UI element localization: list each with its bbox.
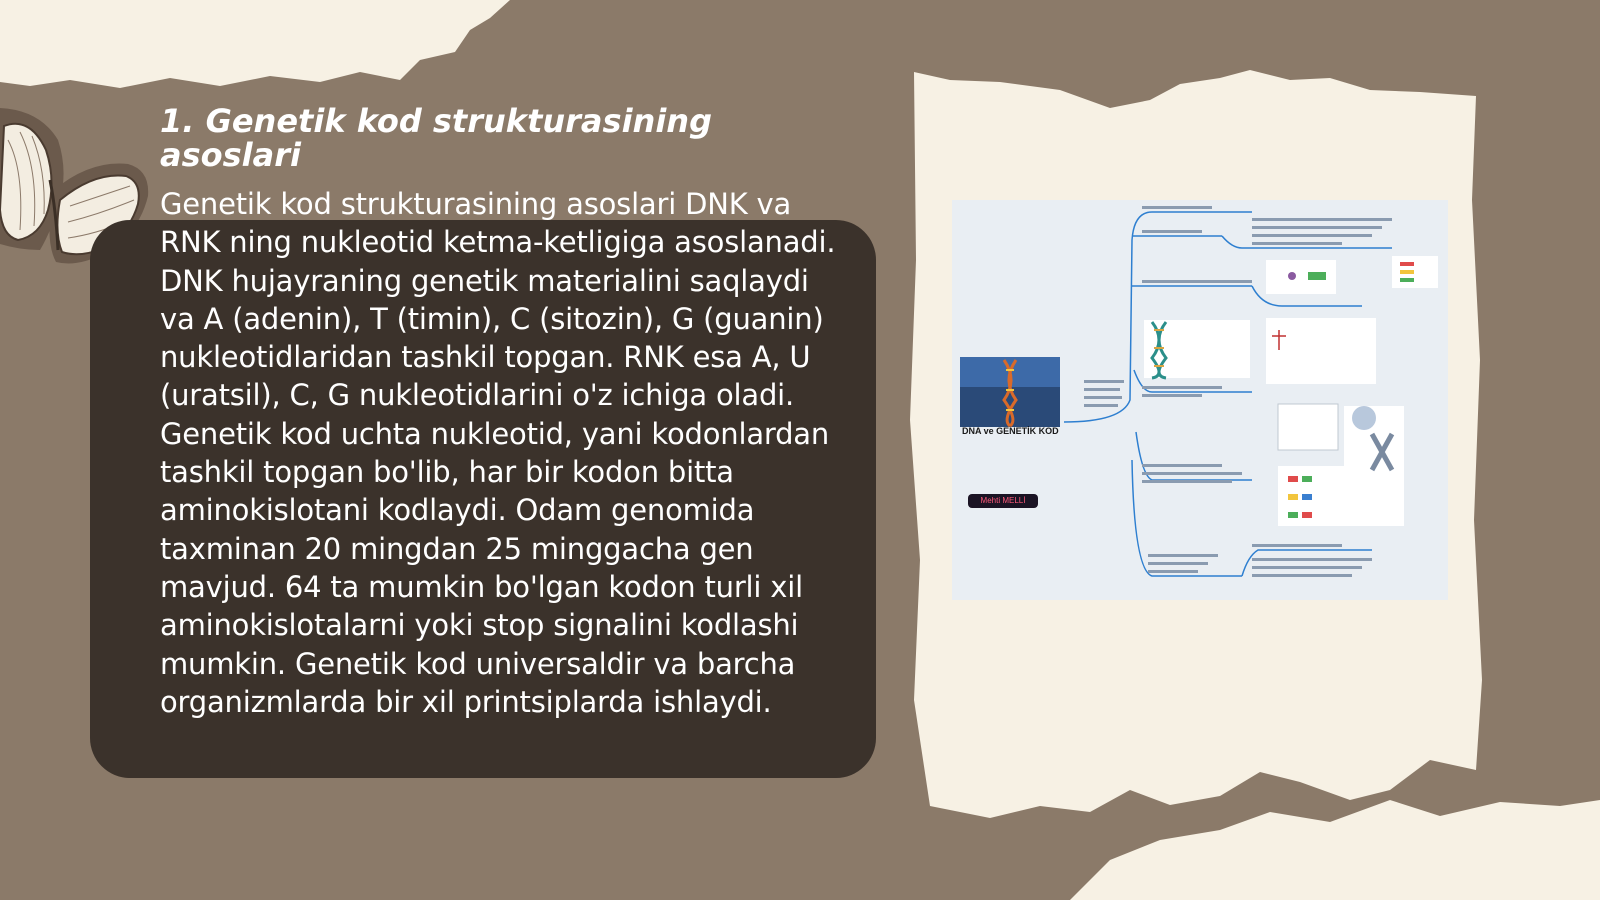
mindmap-caption: DNA ve GENETİK KOD — [962, 426, 1059, 436]
torn-paper-bottom-right — [1070, 800, 1600, 900]
dna-mindmap-image — [952, 200, 1448, 600]
slide-title: 1. Genetik kod strukturasining asoslari — [160, 102, 712, 174]
mindmap-diagram — [952, 200, 1448, 600]
author-badge: Mehti MELLİ — [968, 494, 1038, 508]
body-paragraph: Genetik kod strukturasining asoslari DNK va RNK ning nukleotid ketma-ketligiga asoslanadi. DNK hujayraning genetik materialini saqlaydi va A (adenin), T (timin), C (sitozin), G (guanin) nukleotidlaridan tashkil topgan. RNK esa A, U (uratsil), C, G nukleotidlarini o'z ichiga oladi. Genetik kod uchta nukleotid, yani kodonlardan tashkil topgan bo'lib, har bir kodon bitta aminokislotani kodlaydi. Odam genomida taxminan 20 mingdan 25 minggacha gen mavjud. 64 ta mumkin bo'lgan kodon turli xil aminokislotalarni yoki stop signalini kodlashi mumkin. Genetik kod universaldir va barcha organizmlarda bir xil printsiplarda ishlaydi. — [160, 187, 836, 719]
torn-paper-top-left — [0, 0, 510, 88]
